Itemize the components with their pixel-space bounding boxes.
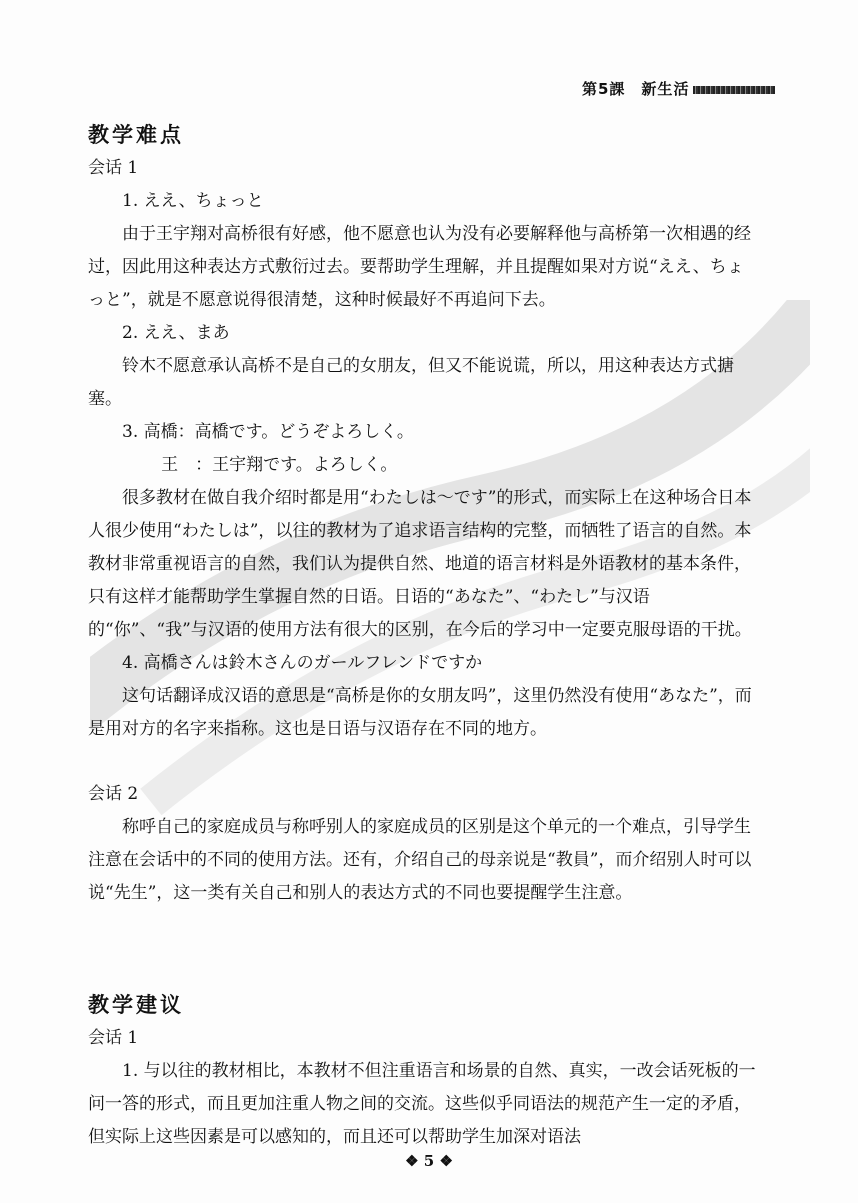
item3-line2: 王 ：王宇翔です。よろしく。 xyxy=(161,455,398,475)
suggestion-item1-text: 1. 与以往的教材相比，本教材不但注重语言和场景的自然、真实，一改会话死板的一问一答的形式，而且更加注重人物之间的交流。这些似乎同语法的规范产生一定的矛盾，但实际上这些因素是可以感知的，而且还可以帮助学生加深对语法 xyxy=(88,1061,756,1147)
item4-title: 4. 高橋さんは鈴木さんのガールフレンドですか xyxy=(122,653,483,673)
dialog1-label: 会话 1 xyxy=(88,158,139,178)
item2-title: 2. ええ、まあ xyxy=(122,323,230,343)
section-heading-suggestions: 教学建议 xyxy=(88,992,184,1017)
header-decoration xyxy=(693,86,775,94)
page-body xyxy=(88,118,760,1154)
item3-line1: 3. 高橋：高橋です。どうぞよろしく。 xyxy=(122,422,414,442)
running-header xyxy=(582,78,775,99)
spacer xyxy=(88,746,760,778)
section-heading-difficulties: 教学难点 xyxy=(88,122,184,147)
dialog2-label: 会话 2 xyxy=(88,784,139,804)
item3-text: 很多教材在做自我介绍时都是用“わたしは～です”的形式，而实际上在这种场合日本人很少使用“わたしは”，以往的教材为了追求语言结构的完整，而牺牲了语言的自然。本教材非常重视语言的自然，我们认为提供自然、地道的语言材料是外语教材的基本条件，只有这样才能帮助学生掌握自然的日语。日语的“あなた”、“わたし”与汉语的“你”、“我”与汉语的使用方法有很大的区别，在今后的学习中一定要克服母语的干扰。 xyxy=(88,488,752,640)
item4-text: 这句话翻译成汉语的意思是“高桥是你的女朋友吗”，这里仍然没有使用“あなた”，而是用对方的名字来指称。这也是日语与汉语存在不同的地方。 xyxy=(88,686,752,739)
suggestion-dialog1-label: 会话 1 xyxy=(88,1028,139,1048)
item1-title: 1. ええ、ちょっと xyxy=(122,191,264,211)
item2-text: 铃木不愿意承认高桥不是自己的女朋友，但又不能说谎，所以，用这种表达方式搪塞。 xyxy=(88,356,734,409)
page-number: ❖ 5 ❖ xyxy=(405,1152,453,1170)
item1-text: 由于王宇翔对高桥很有好感，他不愿意也认为没有必要解释他与高桥第一次相遇的经过，因此用这种表达方式敷衍过去。要帮助学生理解，并且提醒如果对方说“ええ、ちょっと”，就是不愿意说得很清楚，这种时候最好不再追问下去。 xyxy=(88,224,751,310)
header-text: 第5課 新生活 xyxy=(582,80,690,98)
spacer xyxy=(88,910,760,988)
dialog2-text: 称呼自己的家庭成员与称呼别人的家庭成员的区别是这个单元的一个难点，引导学生注意在会话中的不同的使用方法。还有，介绍自己的母亲说是“教員”，而介绍别人时可以说“先生”，这一类有关自己和别人的表达方式的不同也要提醒学生注意。 xyxy=(88,817,752,903)
